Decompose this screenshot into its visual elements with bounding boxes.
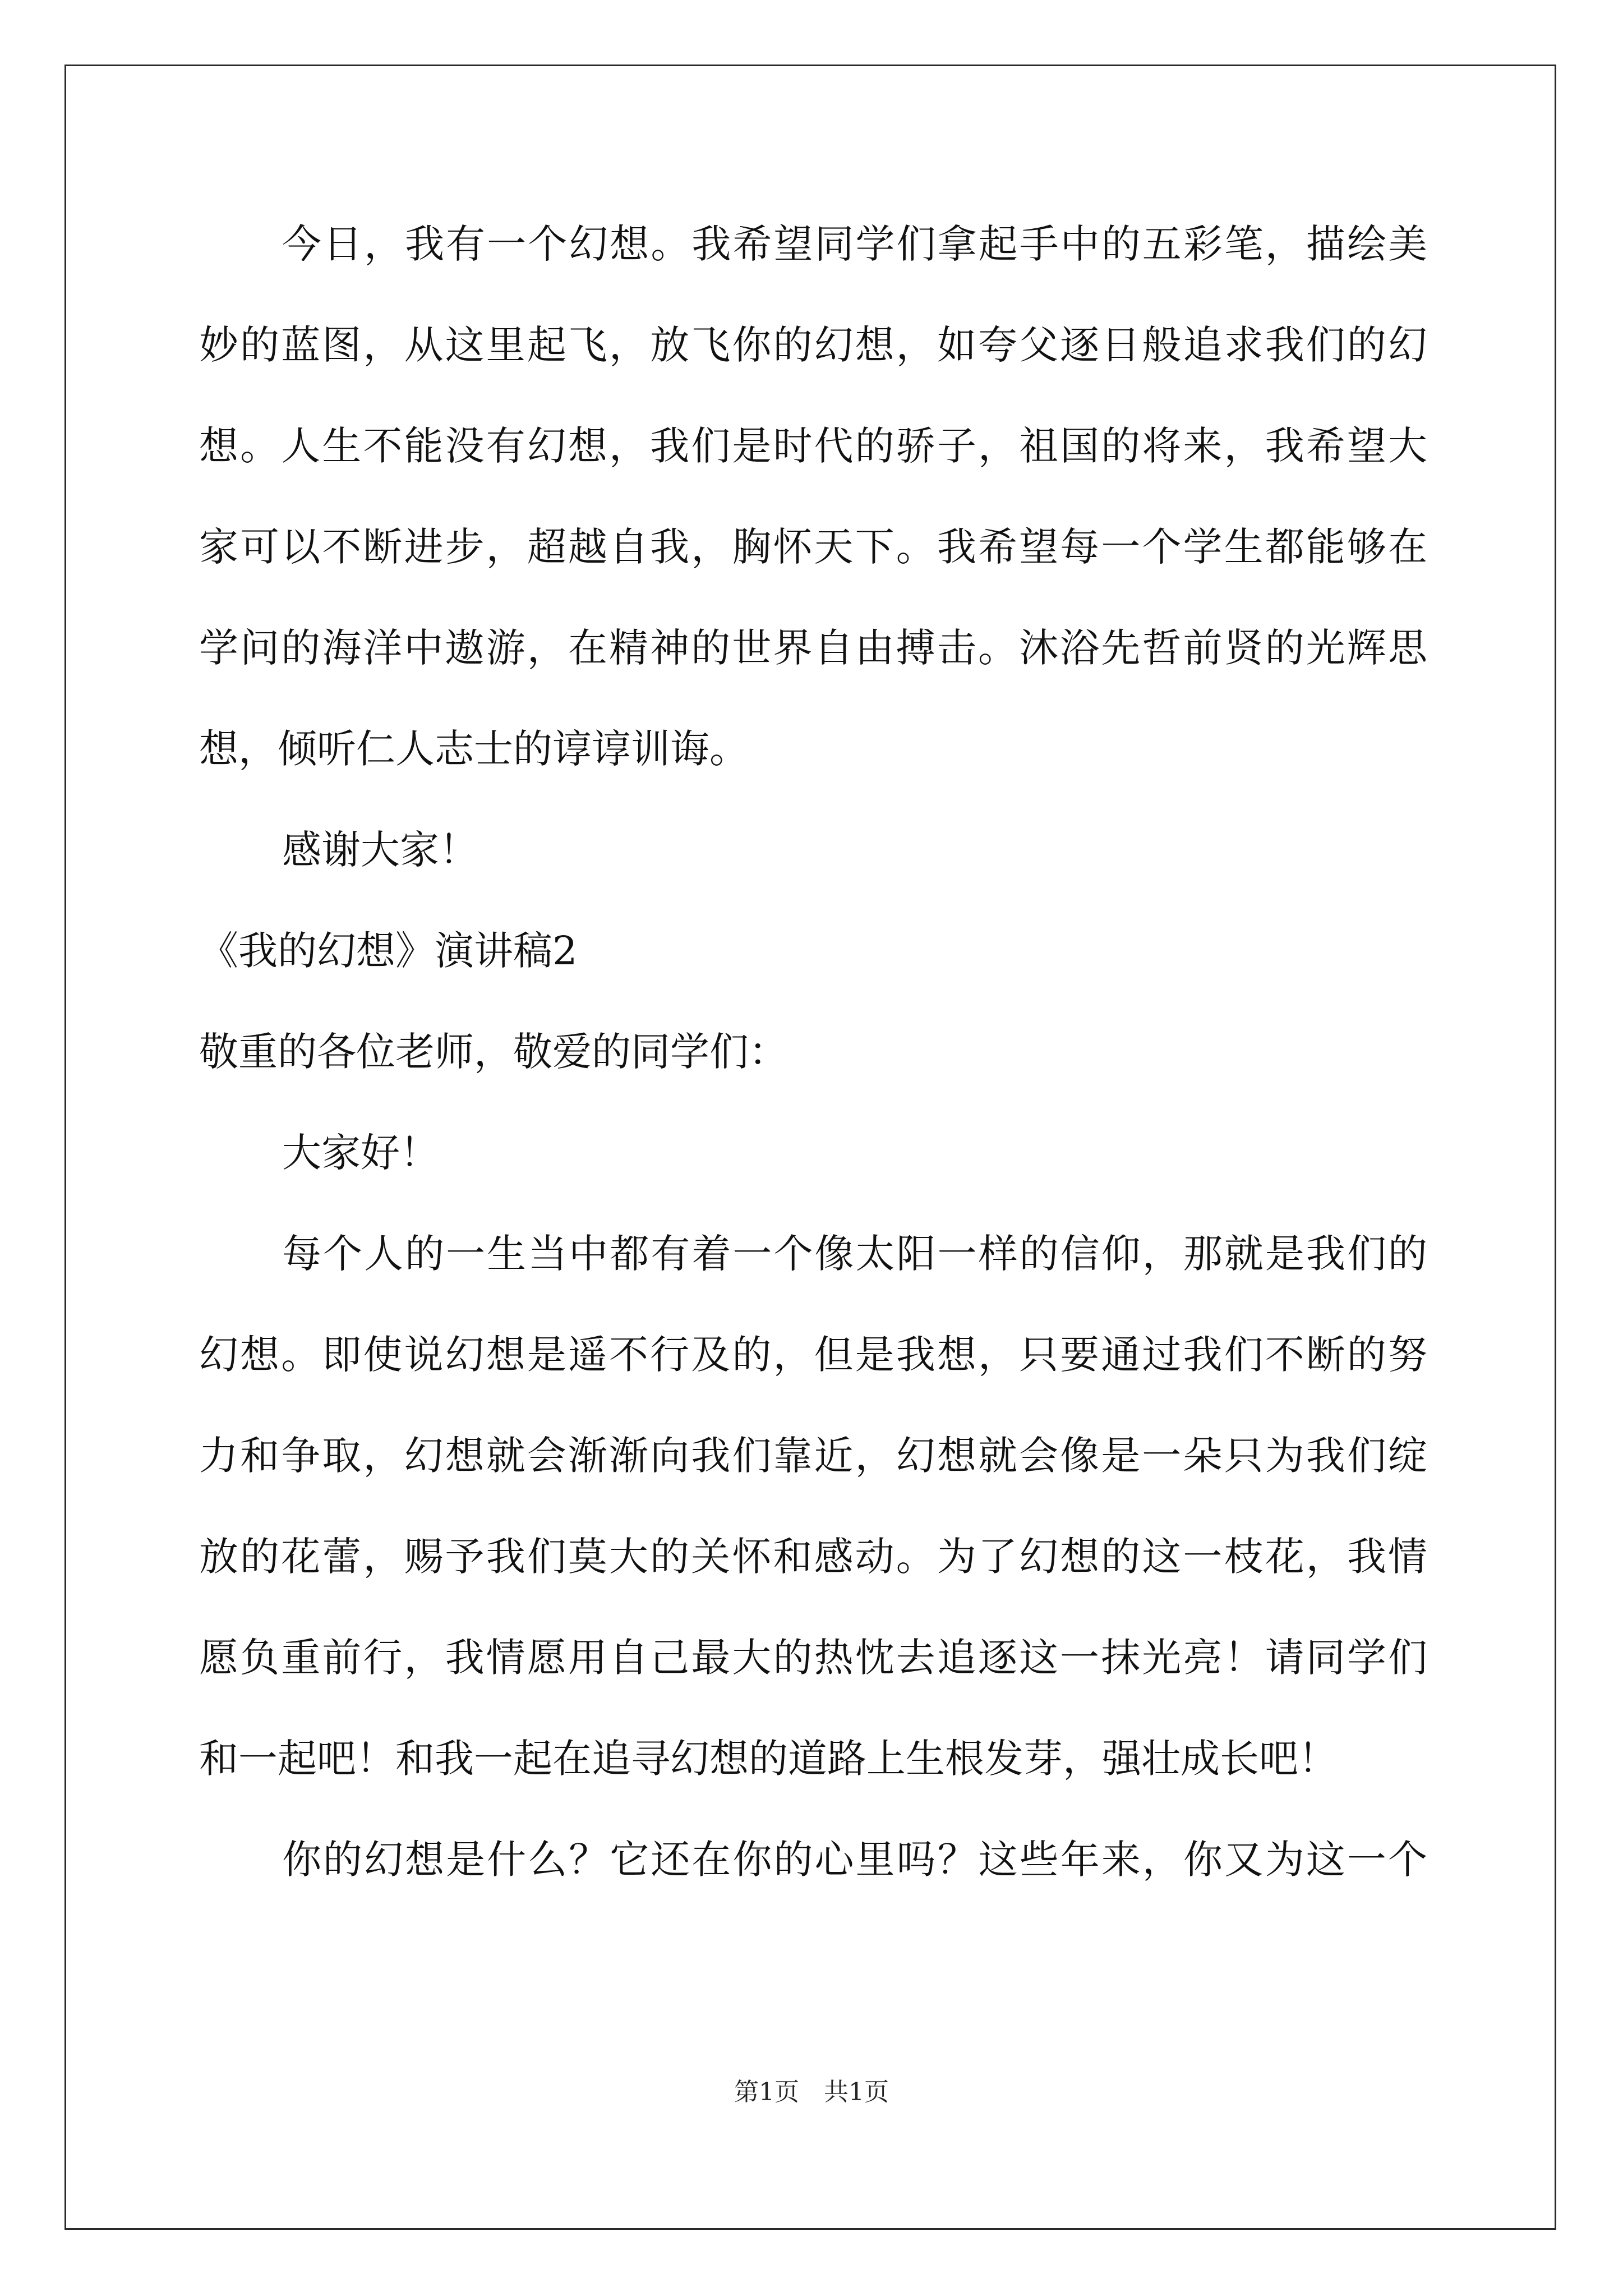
- salutation: 敬重的各位老师，敬爱的同学们：: [199, 1029, 788, 1075]
- closing-line: 感谢大家！: [282, 827, 478, 873]
- paragraph-line: 妙的蓝图，从这里起飞，放飞你的幻想，如夸父逐日般追求我们的幻: [199, 322, 1427, 368]
- paragraph-line: 力和争取，幻想就会渐渐向我们靠近，幻想就会像是一朵只为我们绽: [199, 1433, 1427, 1479]
- greeting: 大家好！: [282, 1130, 439, 1176]
- page-footer: 第1页 共1页: [734, 2078, 889, 2106]
- paragraph-line: 想，倾听仁人志士的谆谆训诲。: [199, 726, 749, 772]
- paragraph-line: 幻想。即使说幻想是遥不行及的，但是我想，只要通过我们不断的努: [199, 1332, 1427, 1378]
- paragraph-line: 愿负重前行，我情愿用自己最大的热忱去追逐这一抹光亮！请同学们: [199, 1635, 1427, 1681]
- paragraph-line: 学问的海洋中遨游，在精神的世界自由搏击。沐浴先哲前贤的光辉思: [199, 625, 1427, 671]
- section-title: 《我的幻想》演讲稿2: [199, 928, 578, 974]
- paragraph-line: 想。人生不能没有幻想，我们是时代的骄子，祖国的将来，我希望大: [199, 423, 1427, 469]
- paragraph-line: 每个人的一生当中都有着一个像太阳一样的信仰，那就是我们的: [282, 1231, 1427, 1277]
- paragraph-line: 今日，我有一个幻想。我希望同学们拿起手中的五彩笔，描绘美: [282, 221, 1427, 267]
- paragraph-line: 放的花蕾，赐予我们莫大的关怀和感动。为了幻想的这一枝花，我情: [199, 1534, 1427, 1580]
- paragraph-line: 家可以不断进步，超越自我，胸怀天下。我希望每一个学生都能够在: [199, 524, 1427, 570]
- paragraph-line: 你的幻想是什么？它还在你的心里吗？这些年来，你又为这一个: [282, 1837, 1427, 1883]
- paragraph-line: 和一起吧！和我一起在追寻幻想的道路上生根发芽，强壮成长吧！: [199, 1736, 1338, 1782]
